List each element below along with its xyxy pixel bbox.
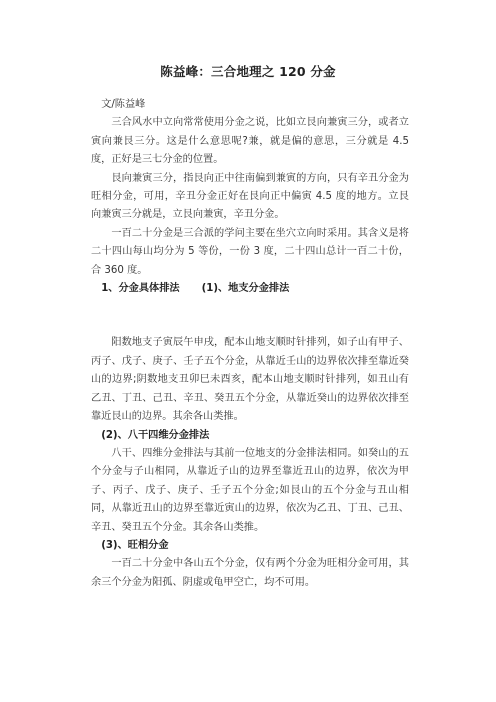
section-heading-1-sub: (1)、地支分金排法 <box>201 283 290 295</box>
paragraph-wangxiang: 一百二十分金中各山五个分金，仅有两个分金为旺相分金可用，其余三个分金为阳孤、阴虚或龟甲空亡，均不可用。 <box>91 558 409 588</box>
paragraph-intro-2: 艮向兼寅三分，指艮向正中往南偏到兼寅的方向，只有辛丑分金为旺相分金，可用，辛丑分金正好在艮向正中偏寅 4.5 度的地方。立艮向兼寅三分就是，立艮向兼寅，辛丑分金。 <box>91 172 409 221</box>
section-heading-2: (2)、八干四维分金排法 <box>101 429 210 441</box>
section-heading-1-main: 1、分金具体排法 <box>101 283 180 295</box>
document-title: 陈益峰：三合地理之 120 分金 <box>160 64 336 79</box>
author-line: 文/陈益峰 <box>101 99 146 110</box>
paragraph-intro-1: 三合风水中立向常常使用分金之说，比如立艮向兼寅三分，或者立寅向兼艮三分。这是什么意思呢?兼，就是偏的意思，三分就是 4.5 度，正好是三七分金的位置。 <box>91 117 409 166</box>
blank-space <box>91 298 409 334</box>
paragraph-intro-3: 一百二十分金是三合派的学问主要在坐穴立向时采用。其含义是将二十四山每山均分为 5 等份，一份 3 度，二十四山总计一百二十份，合 360 度。 <box>91 227 409 276</box>
paragraph-bagan: 八干、四维分金排法与其前一位地支的分金排法相同。如癸山的五个分金与子山相同，从靠近子山的边界至靠近丑山的边界，依次为甲子、丙子、戊子、庚子、壬子五个分金;如艮山的五个分金与丑山相同，从靠近丑山的边界至靠近寅山的边界，依次为乙丑、丁丑、己丑、辛丑、癸丑五个分金。其余各山类推。 <box>91 447 409 533</box>
section-heading-1 <box>91 280 409 298</box>
paragraph-dizhi: 阳数地支子寅辰午申戌，配本山地支顺时针排列，如子山有甲子、丙子、戊子、庚子、壬子五个分金，从靠近壬山的边界依次排至靠近癸山的边界;阴数地支丑卯巳未酉亥，配本山地支顺时针排列，如丑山有乙丑、丁丑、己丑、辛丑、癸丑五个分金，从靠近癸山的边界依次排至靠近艮山的边界。其余各山类推。 <box>91 337 409 423</box>
document-body <box>91 96 409 592</box>
section-heading-3: (3)、旺相分金 <box>101 539 169 551</box>
